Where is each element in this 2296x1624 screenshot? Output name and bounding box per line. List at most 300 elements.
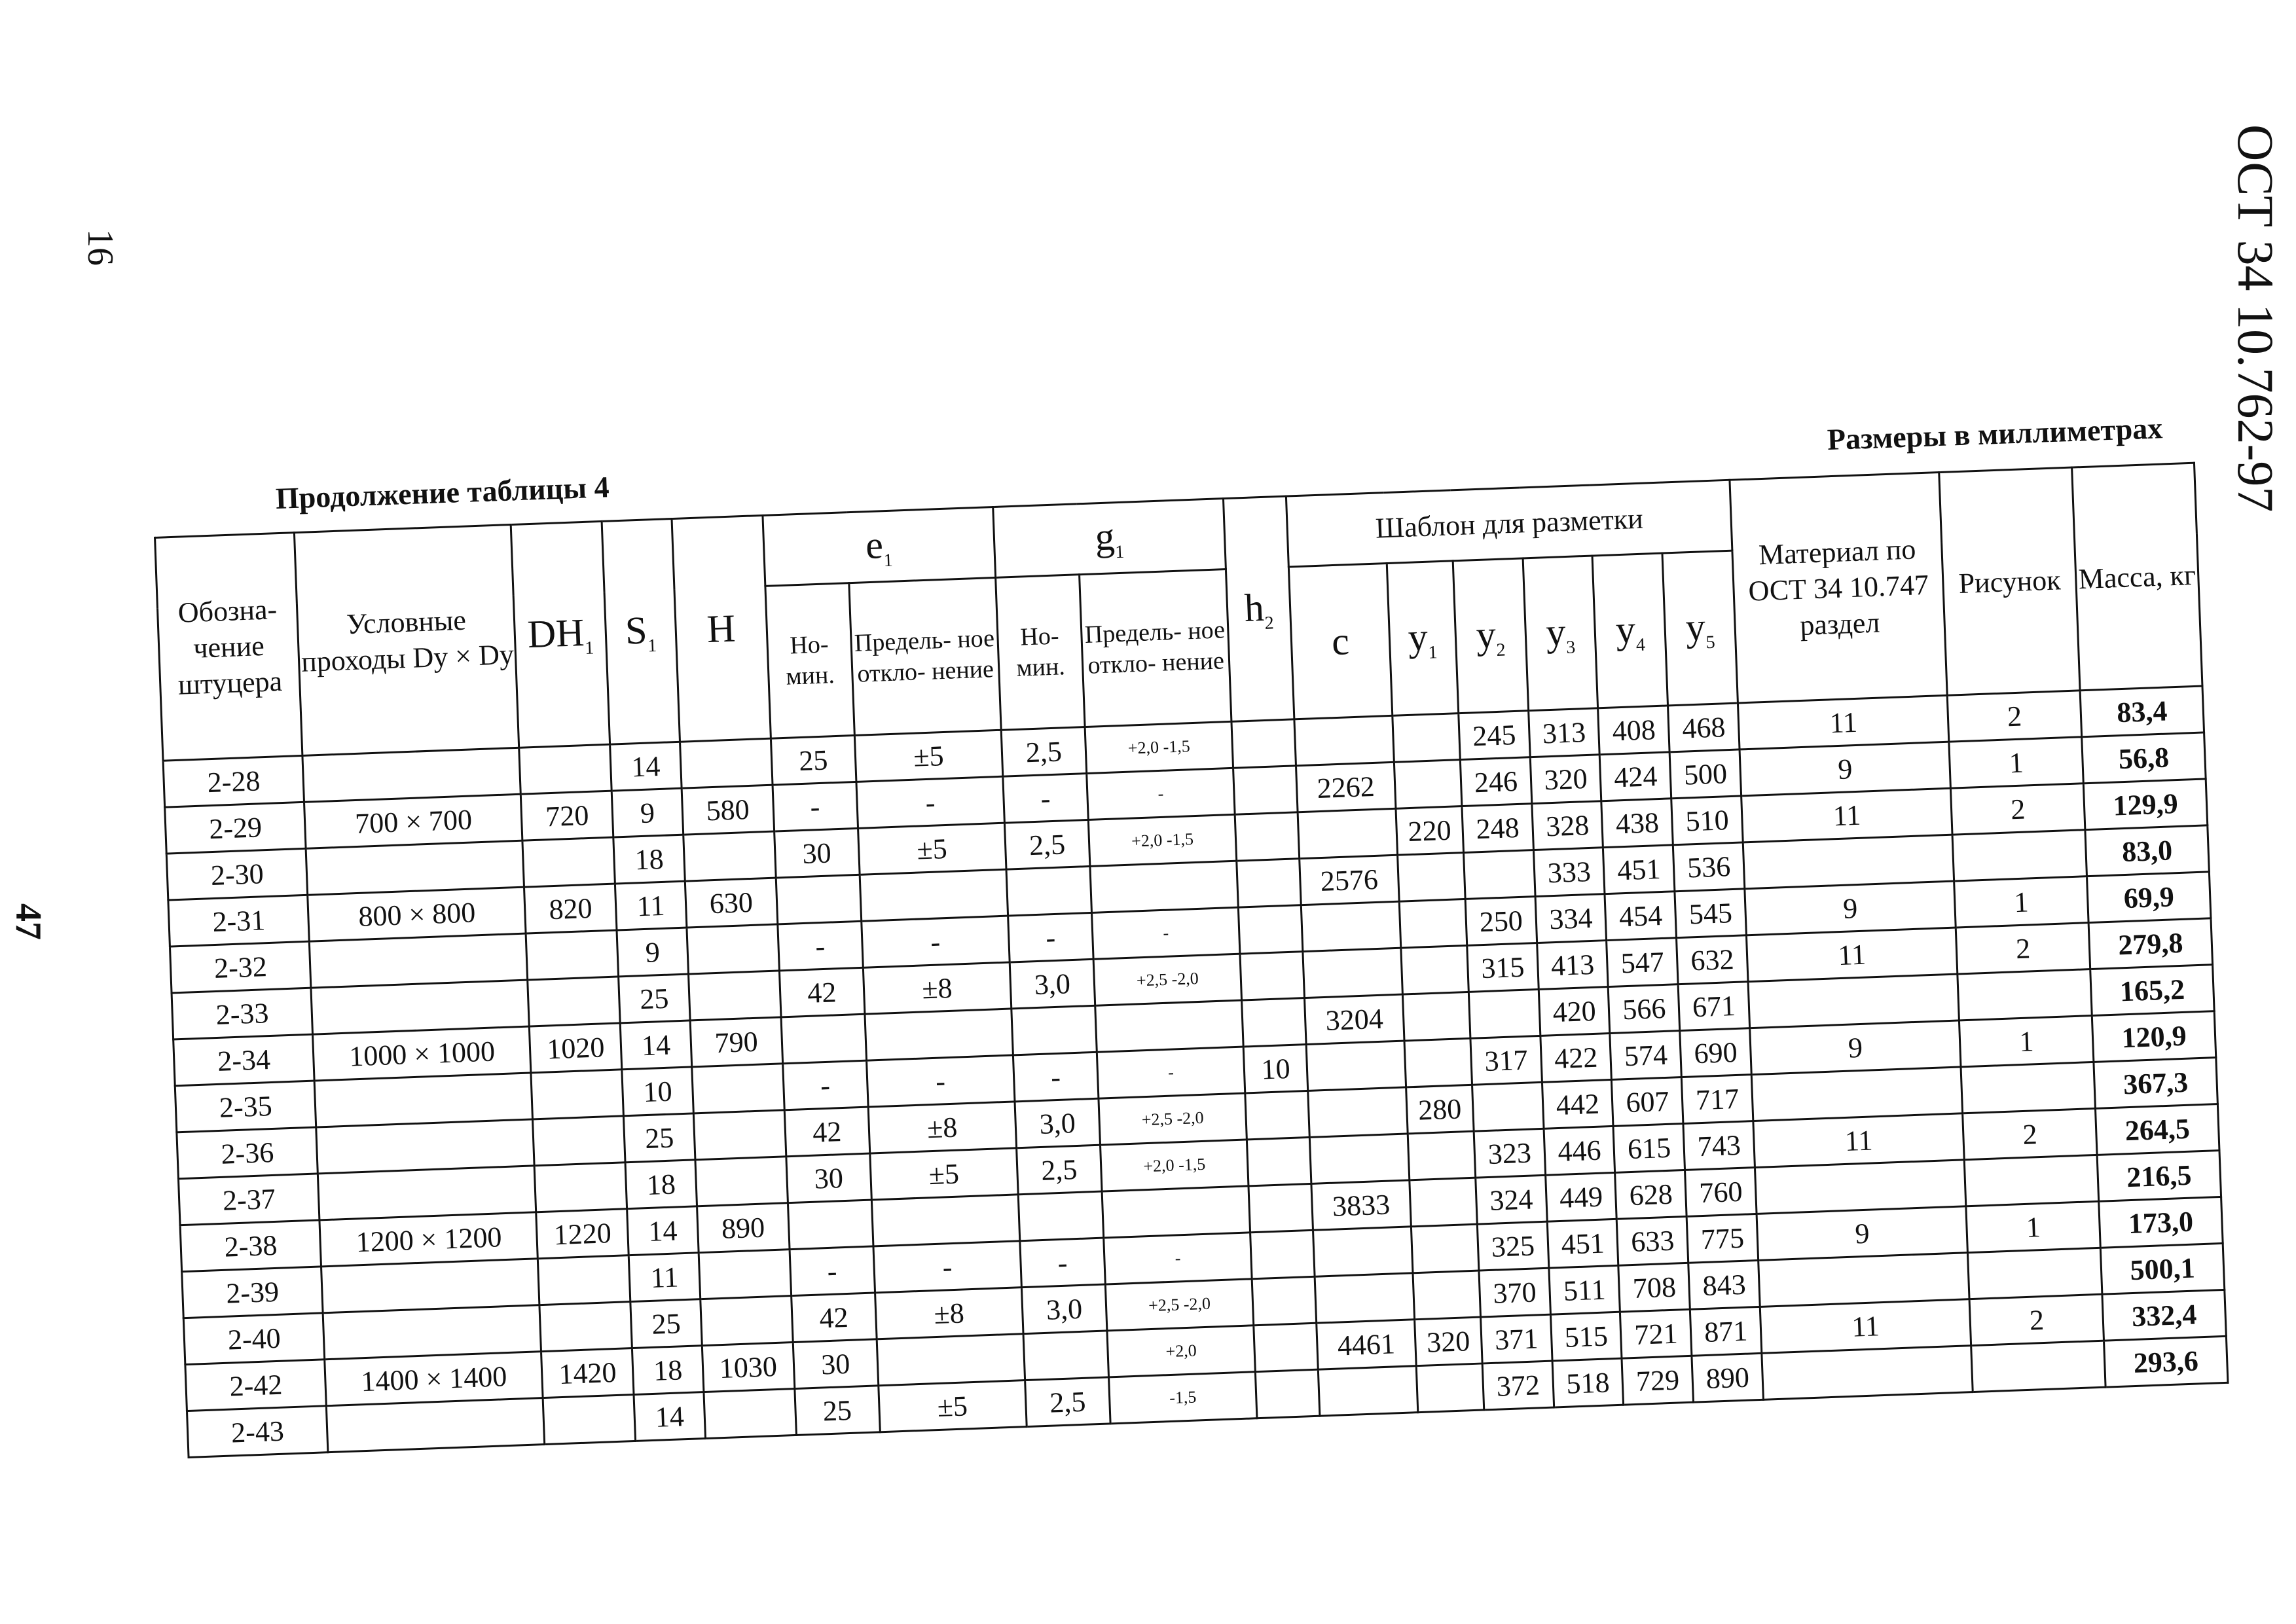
- cell-g1-nominal: [1011, 1005, 1097, 1055]
- cell-passage: 1400 × 1400: [325, 1352, 543, 1406]
- table-container: [154, 462, 2229, 1458]
- header-figure: Рисунок: [1939, 467, 2080, 695]
- dimensions-table: [154, 462, 2229, 1458]
- cell-y2: 372: [1482, 1361, 1554, 1410]
- cell-e1-nominal: [776, 875, 862, 924]
- cell-y4: 451: [1603, 845, 1675, 894]
- cell-e1-deviation: [860, 869, 1008, 921]
- cell-y2: 370: [1479, 1268, 1550, 1317]
- cell-y2: 250: [1465, 897, 1537, 946]
- cell-y4: 628: [1615, 1170, 1686, 1219]
- cell-s1: 14: [620, 1020, 691, 1070]
- cell-y3: 328: [1532, 801, 1603, 850]
- cell-h2: [1231, 719, 1296, 768]
- header-g1-nominal: Но- мин.: [996, 575, 1085, 731]
- cell-dn: [519, 744, 611, 794]
- cell-e1-nominal: 30: [793, 1339, 879, 1389]
- cell-h2: [1256, 1369, 1321, 1418]
- cell-e1-nominal: 30: [786, 1153, 871, 1203]
- cell-designation: 2-30: [166, 848, 308, 900]
- cell-y1: [1404, 1038, 1472, 1087]
- cell-y2: [1468, 989, 1540, 1038]
- cell-y4: 708: [1618, 1263, 1690, 1312]
- header-template: Шаблон для разметки: [1286, 480, 1732, 567]
- cell-g1-deviation: -: [1104, 1233, 1252, 1284]
- cell-g1-nominal: 2,5: [1004, 820, 1090, 869]
- cell-y4: 633: [1617, 1216, 1688, 1265]
- cell-s1: 18: [632, 1346, 704, 1395]
- cell-designation: 2-42: [185, 1360, 327, 1411]
- cell-y3: 451: [1547, 1219, 1618, 1268]
- cell-y1: [1399, 899, 1467, 948]
- cell-y2: 246: [1460, 757, 1531, 806]
- cell-e1-nominal: 42: [791, 1293, 877, 1343]
- cell-passage: 1000 × 1000: [313, 1026, 531, 1081]
- cell-e1-deviation: ±5: [878, 1380, 1027, 1432]
- cell-mass: 279,8: [2088, 918, 2212, 969]
- cell-h2: [1233, 766, 1298, 814]
- cell-c: 3204: [1305, 994, 1404, 1044]
- cell-h2: [1250, 1230, 1315, 1278]
- cell-g1-nominal: -: [1013, 1052, 1099, 1102]
- cell-mass: 120,9: [2092, 1011, 2215, 1062]
- header-g1-deviation: Предель- ное откло- нение: [1080, 569, 1232, 727]
- header-e1-deviation: Предель- ное откло- нение: [849, 577, 1002, 735]
- cell-e1-nominal: -: [782, 1060, 868, 1110]
- cell-h2: [1245, 1091, 1310, 1139]
- cell-material: [1743, 835, 1954, 889]
- cell-dn: [534, 1163, 627, 1212]
- cell-e1-nominal: -: [777, 921, 863, 971]
- cell-e1-deviation: ±5: [854, 730, 1003, 782]
- cell-mass: 83,4: [2080, 686, 2204, 737]
- cell-figure: 2: [1956, 923, 2090, 974]
- cell-h2: [1242, 998, 1307, 1047]
- header-h2: $h_2$: [1224, 496, 1294, 721]
- cell-figure: [1961, 1062, 2095, 1113]
- header-c: c: [1289, 564, 1393, 719]
- cell-s1: 18: [613, 835, 685, 884]
- cell-c: [1309, 1134, 1409, 1183]
- cell-y3: 420: [1539, 987, 1610, 1036]
- cell-mass: 129,9: [2083, 779, 2207, 830]
- cell-y5: 500: [1669, 749, 1741, 799]
- cell-y3: 442: [1542, 1079, 1613, 1128]
- cell-y5: 775: [1686, 1214, 1758, 1263]
- cell-e1-nominal: 25: [794, 1386, 880, 1435]
- cell-designation: 2-31: [168, 895, 310, 947]
- cell-y2: [1472, 1082, 1544, 1131]
- cell-passage: [318, 1166, 536, 1220]
- cell-mass: 264,5: [2096, 1104, 2219, 1155]
- cell-c: 2262: [1296, 762, 1396, 812]
- cell-figure: [1971, 1341, 2105, 1392]
- header-dn: $DH_1$: [511, 521, 610, 748]
- cell-h2: 10: [1243, 1045, 1308, 1093]
- cell-h: [693, 1110, 786, 1160]
- cell-g1-deviation: [1090, 861, 1239, 912]
- cell-e1-deviation: -: [866, 1055, 1015, 1107]
- cell-material: [1758, 1253, 1970, 1307]
- cell-c: 2576: [1300, 855, 1399, 905]
- cell-g1-nominal: 3,0: [1015, 1098, 1101, 1148]
- cell-y5: 743: [1683, 1121, 1755, 1170]
- cell-y1: 280: [1406, 1085, 1474, 1134]
- cell-designation: 2-28: [163, 755, 304, 807]
- cell-y1: 320: [1414, 1317, 1482, 1366]
- cell-h: 580: [682, 785, 774, 835]
- cell-y3: 334: [1535, 894, 1607, 943]
- cell-s1: 25: [624, 1113, 695, 1163]
- cell-y5: 871: [1690, 1307, 1762, 1356]
- cell-y3: 333: [1533, 848, 1605, 897]
- cell-y1: [1409, 1178, 1477, 1227]
- cell-y3: 446: [1544, 1126, 1615, 1175]
- cell-material: 9: [1757, 1206, 1968, 1261]
- cell-s1: 14: [634, 1392, 705, 1441]
- cell-figure: [1958, 969, 2092, 1020]
- cell-e1-deviation: ±8: [868, 1102, 1017, 1153]
- cell-e1-nominal: 42: [779, 967, 865, 1017]
- cell-y4: 547: [1607, 938, 1678, 987]
- cell-e1-deviation: ±5: [858, 823, 1006, 875]
- cell-y1: 220: [1396, 806, 1464, 856]
- header-y2: $y_2$: [1453, 558, 1528, 713]
- table-body: [163, 686, 2228, 1458]
- cell-y2: 315: [1467, 943, 1539, 992]
- cell-c: [1318, 1366, 1417, 1416]
- cell-dn: [538, 1255, 630, 1305]
- header-y5: $y_5$: [1662, 550, 1738, 706]
- cell-y2: [1464, 850, 1535, 899]
- cell-s1: 10: [622, 1067, 693, 1116]
- cell-c: [1306, 1041, 1406, 1091]
- cell-g1-deviation: -: [1087, 768, 1235, 820]
- cell-dn: [531, 1070, 623, 1119]
- cell-y1: [1394, 760, 1462, 809]
- cell-s1: 25: [619, 974, 690, 1023]
- cell-c: 3833: [1311, 1180, 1411, 1230]
- cell-material: 11: [1760, 1299, 1971, 1354]
- cell-material: [1751, 1067, 1963, 1121]
- cell-y2: 245: [1459, 711, 1530, 760]
- cell-g1-deviation: +2,0 -1,5: [1085, 721, 1233, 773]
- cell-dn: [539, 1302, 632, 1352]
- cell-g1-nominal: 2,5: [1001, 727, 1087, 777]
- cell-y3: 515: [1550, 1312, 1622, 1361]
- cell-h2: [1237, 859, 1302, 907]
- cell-y5: 545: [1675, 889, 1746, 938]
- cell-s1: 11: [629, 1253, 700, 1302]
- header-mass: Масса, кг: [2072, 463, 2202, 691]
- cell-figure: 1: [1954, 876, 2088, 928]
- cell-g1-deviation: +2,5 -2,0: [1099, 1093, 1247, 1145]
- cell-h: [692, 1064, 784, 1113]
- cell-material: 9: [1745, 881, 1956, 935]
- cell-designation: 2-39: [182, 1267, 323, 1318]
- cell-dn: 1220: [536, 1209, 629, 1259]
- cell-dn: [543, 1395, 635, 1445]
- cell-passage: 800 × 800: [308, 887, 526, 941]
- cell-h2: [1238, 905, 1303, 954]
- cell-h: 890: [697, 1203, 789, 1253]
- cell-y3: 313: [1528, 708, 1599, 757]
- cell-e1-nominal: [781, 1014, 867, 1064]
- cell-c: [1294, 715, 1394, 765]
- header-e1-nominal: Но- мин.: [765, 583, 855, 739]
- cell-designation: 2-38: [180, 1220, 321, 1272]
- cell-y3: 413: [1537, 941, 1608, 990]
- cell-figure: [1968, 1248, 2102, 1299]
- cell-y4: 574: [1610, 1031, 1681, 1080]
- cell-s1: 18: [625, 1160, 697, 1209]
- cell-g1-nominal: -: [1003, 774, 1089, 823]
- cell-g1-nominal: 2,5: [1016, 1145, 1102, 1195]
- cell-g1-nominal: [1023, 1331, 1109, 1380]
- cell-material: 9: [1740, 742, 1951, 796]
- header-y3: $y_3$: [1523, 556, 1598, 711]
- cell-g1-deviation: -: [1091, 907, 1240, 959]
- cell-designation: 2-36: [177, 1127, 318, 1179]
- cell-s1: 9: [617, 928, 688, 977]
- cell-dn: 820: [524, 884, 617, 933]
- cell-g1-deviation: -: [1097, 1047, 1245, 1098]
- units-note: Размеры в миллиметрах: [1827, 411, 2163, 456]
- cell-y3: 320: [1530, 755, 1601, 804]
- cell-dn: 1020: [530, 1023, 622, 1073]
- cell-dn: [528, 977, 620, 1026]
- cell-y4: 729: [1622, 1356, 1693, 1405]
- cell-y4: 721: [1620, 1309, 1692, 1358]
- cell-g1-nominal: 3,0: [1010, 959, 1095, 1009]
- cell-e1-deviation: -: [873, 1241, 1022, 1293]
- cell-h: 1030: [702, 1343, 794, 1392]
- cell-y1: [1408, 1131, 1476, 1180]
- cell-g1-deviation: +2,0 -1,5: [1088, 814, 1237, 866]
- cell-e1-deviation: [865, 1009, 1013, 1060]
- cell-passage: [323, 1305, 541, 1360]
- cell-y2: 248: [1462, 804, 1533, 853]
- cell-e1-deviation: -: [856, 776, 1005, 828]
- cell-e1-nominal: 30: [774, 828, 860, 878]
- cell-mass: 173,0: [2099, 1197, 2223, 1248]
- cell-h2: [1235, 812, 1300, 861]
- cell-passage: 1200 × 1200: [319, 1212, 538, 1267]
- cell-mass: 293,6: [2104, 1336, 2228, 1387]
- cell-s1: 11: [615, 881, 687, 930]
- cell-dn: [522, 837, 615, 887]
- cell-s1: 9: [611, 788, 683, 837]
- cell-dn: 1420: [541, 1348, 634, 1398]
- header-material: Материал по ОСТ 34 10.747 раздел: [1730, 473, 1947, 704]
- cell-y4: 566: [1609, 984, 1680, 1034]
- cell-y2: 324: [1476, 1175, 1547, 1224]
- header-y1: $y_1$: [1387, 561, 1459, 716]
- cell-g1-deviation: -1,5: [1108, 1372, 1257, 1424]
- cell-h: 790: [690, 1017, 782, 1067]
- cell-g1-deviation: +2,5 -2,0: [1105, 1279, 1254, 1331]
- cell-y1: [1400, 945, 1468, 994]
- document-code: ОСТ 34 10.762-97: [2227, 124, 2284, 513]
- cell-h2: [1247, 1137, 1311, 1185]
- cell-passage: [315, 1073, 533, 1127]
- cell-designation: 2-37: [178, 1174, 319, 1225]
- cell-y3: 511: [1549, 1265, 1620, 1314]
- page-number-top: 16: [80, 229, 120, 266]
- cell-material: [1748, 974, 1959, 1028]
- cell-y5: 717: [1682, 1075, 1753, 1124]
- cell-figure: 1: [1966, 1201, 2100, 1252]
- cell-h2: [1254, 1323, 1319, 1371]
- cell-s1: 14: [627, 1206, 699, 1255]
- cell-s1: 25: [630, 1299, 702, 1348]
- cell-y4: 438: [1601, 799, 1673, 848]
- cell-figure: 2: [1951, 784, 2085, 835]
- cell-figure: 1: [1959, 1016, 2094, 1067]
- cell-e1-deviation: -: [861, 916, 1010, 967]
- cell-g1-deviation: +2,0 -1,5: [1100, 1140, 1248, 1191]
- cell-e1-deviation: ±8: [875, 1288, 1023, 1339]
- cell-passage: [302, 748, 520, 802]
- cell-y1: [1411, 1224, 1479, 1273]
- cell-mass: 332,4: [2102, 1290, 2226, 1341]
- cell-y4: 607: [1612, 1077, 1683, 1127]
- cell-material: [1762, 1346, 1973, 1400]
- cell-h: [680, 738, 772, 788]
- cell-y4: 408: [1598, 706, 1669, 755]
- cell-c: 4461: [1317, 1320, 1416, 1369]
- cell-h: [687, 924, 779, 974]
- cell-h: [695, 1157, 788, 1206]
- cell-c: [1298, 808, 1397, 858]
- cell-h: [688, 971, 780, 1020]
- header-designation: Обозна- чение штуцера: [155, 533, 303, 761]
- header-g1: $g_1$: [993, 499, 1226, 578]
- cell-figure: [1952, 830, 2086, 881]
- cell-g1-nominal: 2,5: [1025, 1377, 1111, 1427]
- cell-e1-nominal: -: [773, 782, 858, 831]
- cell-y5: 843: [1688, 1260, 1760, 1309]
- cell-h: [701, 1296, 793, 1346]
- cell-mass: 83,0: [2085, 825, 2209, 876]
- cell-e1-deviation: ±8: [863, 962, 1011, 1014]
- header-h: H: [672, 515, 771, 742]
- cell-designation: 2-43: [187, 1406, 328, 1458]
- cell-h2: [1248, 1183, 1313, 1232]
- cell-y1: [1413, 1271, 1481, 1320]
- cell-c: [1313, 1227, 1413, 1276]
- cell-y4: 615: [1613, 1123, 1685, 1172]
- cell-y2: 371: [1481, 1314, 1552, 1363]
- cell-y5: 632: [1677, 935, 1748, 984]
- cell-c: [1315, 1273, 1414, 1323]
- cell-g1-nominal: [1006, 866, 1092, 916]
- header-e1: $e_1$: [763, 507, 996, 586]
- cell-y5: 510: [1671, 796, 1743, 845]
- cell-s1: 14: [610, 742, 682, 791]
- cell-material: 11: [1753, 1113, 1965, 1168]
- cell-e1-nominal: 25: [771, 735, 856, 785]
- cell-y1: [1402, 992, 1470, 1041]
- cell-mass: 56,8: [2082, 732, 2206, 784]
- cell-passage: [306, 840, 524, 895]
- header-s1: $S_1$: [602, 519, 680, 745]
- cell-y4: 454: [1605, 892, 1676, 941]
- cell-e1-nominal: 42: [784, 1107, 870, 1157]
- cell-e1-nominal: [788, 1200, 873, 1250]
- cell-h2: [1252, 1276, 1317, 1325]
- cell-mass: 69,9: [2087, 872, 2211, 923]
- table-title: Продолжение таблицы 4: [275, 470, 610, 515]
- cell-y5: 536: [1673, 842, 1745, 892]
- cell-designation: 2-34: [173, 1034, 315, 1086]
- cell-g1-deviation: [1095, 1000, 1244, 1052]
- cell-y5: 690: [1680, 1028, 1751, 1077]
- cell-g1-nominal: -: [1008, 912, 1093, 962]
- cell-h: [699, 1250, 791, 1299]
- cell-g1-nominal: 3,0: [1021, 1284, 1107, 1334]
- cell-e1-deviation: ±5: [869, 1148, 1018, 1200]
- cell-figure: 2: [1969, 1294, 2104, 1345]
- cell-passage: [316, 1119, 534, 1174]
- cell-y5: 671: [1678, 982, 1749, 1031]
- page-number-side: 47: [8, 903, 48, 940]
- header-y4: $y_4$: [1593, 553, 1668, 708]
- cell-designation: 2-29: [165, 802, 306, 854]
- cell-y1: [1397, 853, 1465, 902]
- cell-figure: [1964, 1155, 2098, 1206]
- cell-y2: 323: [1474, 1128, 1545, 1178]
- cell-y5: 890: [1692, 1353, 1763, 1402]
- cell-material: [1755, 1160, 1966, 1214]
- cell-h: [683, 831, 776, 881]
- cell-e1-deviation: [877, 1334, 1025, 1386]
- cell-h: [704, 1389, 796, 1439]
- cell-dn: [533, 1116, 625, 1166]
- cell-y3: 518: [1552, 1358, 1624, 1407]
- cell-h: 630: [685, 878, 777, 928]
- cell-y1: [1392, 713, 1460, 763]
- cell-e1-nominal: -: [790, 1246, 875, 1296]
- cell-mass: 367,3: [2094, 1058, 2217, 1109]
- cell-g1-nominal: -: [1020, 1238, 1106, 1288]
- cell-dn: [526, 930, 618, 980]
- header-passages: Условные проходы Dy × Dy: [295, 524, 519, 755]
- cell-passage: [321, 1259, 539, 1313]
- cell-mass: 216,5: [2097, 1151, 2221, 1202]
- cell-material: 11: [1738, 695, 1949, 749]
- cell-y2: 317: [1470, 1036, 1542, 1085]
- cell-c: [1303, 948, 1402, 998]
- cell-passage: [311, 980, 529, 1034]
- cell-figure: 2: [1947, 691, 2081, 742]
- cell-y2: 325: [1477, 1221, 1548, 1271]
- cell-designation: 2-40: [183, 1313, 325, 1365]
- cell-designation: 2-35: [175, 1081, 316, 1132]
- cell-passage: [327, 1398, 545, 1453]
- cell-passage: [310, 933, 528, 988]
- cell-figure: 2: [1963, 1108, 2097, 1159]
- cell-material: 11: [1741, 788, 1953, 842]
- cell-designation: 2-33: [172, 988, 313, 1039]
- cell-figure: 1: [1949, 737, 2083, 788]
- cell-h2: [1240, 952, 1305, 1000]
- cell-material: 9: [1750, 1020, 1961, 1075]
- cell-e1-deviation: [871, 1195, 1020, 1246]
- cell-passage: 700 × 700: [304, 794, 522, 848]
- cell-c: [1308, 1087, 1408, 1137]
- cell-y5: 468: [1668, 703, 1740, 752]
